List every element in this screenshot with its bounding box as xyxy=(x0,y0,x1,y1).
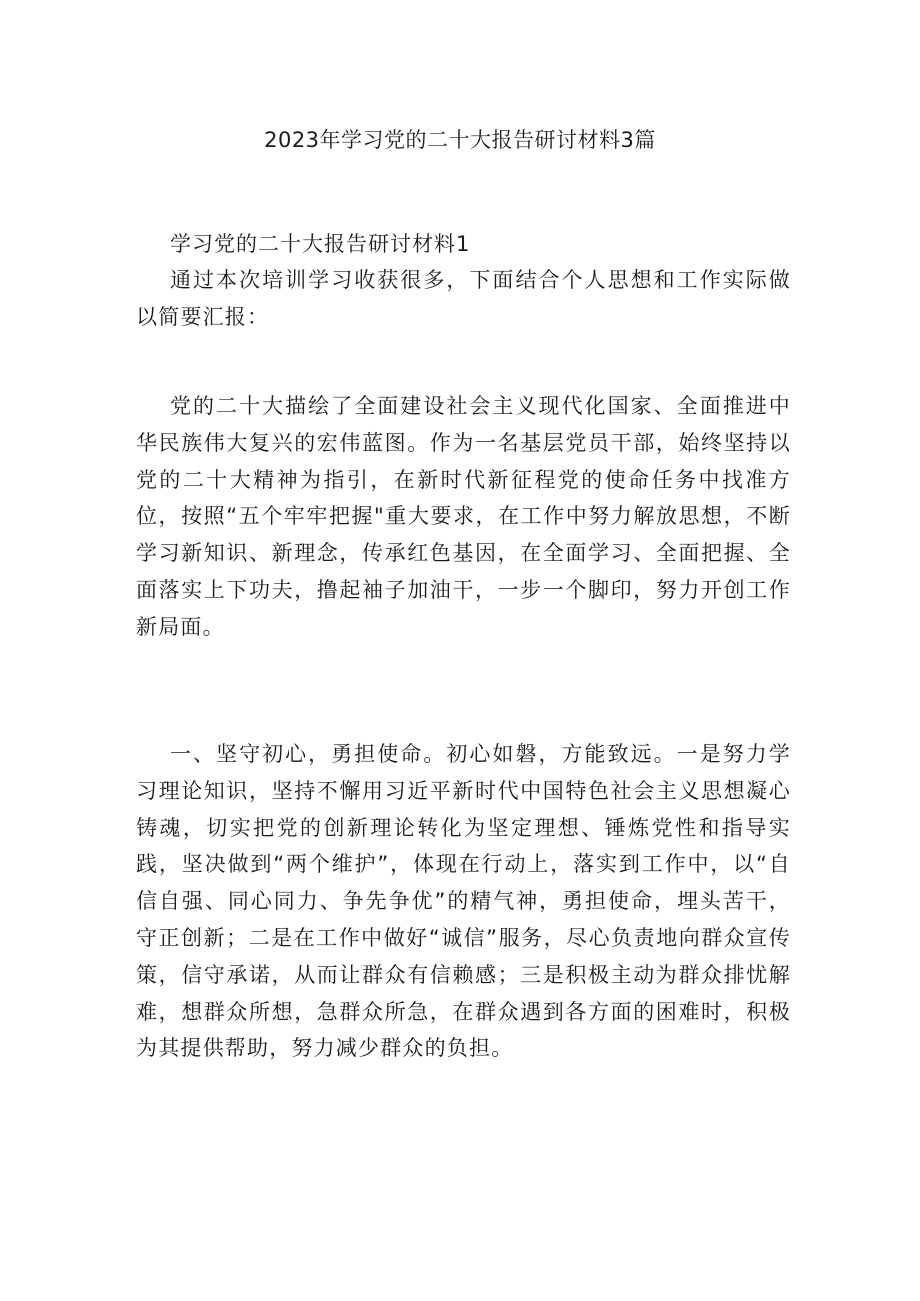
paragraph-intro: 通过本次培训学习收获很多，下面结合个人思想和工作实际做以简要汇报： xyxy=(136,268,791,329)
section-heading: 学习党的二十大报告研讨材料1 xyxy=(170,232,471,256)
paragraph-blueprint: 党的二十大描绘了全面建设社会主义现代化国家、全面推进中华民族伟大复兴的宏伟蓝图。作为一名基层党员干部，始终坚持以党的二十大精神为指引，在新时代新征程党的使命任务中找准方位，按照“五个牢牢把握"重大要求，在工作中努力解放思想，不断学习新知识、新理念，传承红色基因，在全面学习、全面把握、全面落实上下功夫，撸起袖子加油干，一步一个脚印，努力开创工作新局面。 xyxy=(136,394,791,639)
document-title: 2023年学习党的二十大报告研讨材料3篇 xyxy=(264,128,656,152)
paragraph-point-one: 一、坚守初心，勇担使命。初心如磐，方能致远。一是努力学习理论知识，坚持不懈用习近平新时代中国特色社会主义思想凝心铸魂，切实把党的创新理论转化为坚定理想、锤炼党性和指导实践，坚决做到“两个维护”，体现在行动上，落实到工作中，以“自信自强、同心同力、争先争优”的精气神，勇担使命，埋头苦干，守正创新；二是在工作中做好“诚信”服务，尽心负责地向群众宣传策，信守承诺，从而让群众有信赖感；三是积极主动为群众排忧解难，想群众所想，急群众所急，在群众遇到各方面的困难时，积极为其提供帮助，努力减少群众的负担。 xyxy=(136,742,791,1061)
